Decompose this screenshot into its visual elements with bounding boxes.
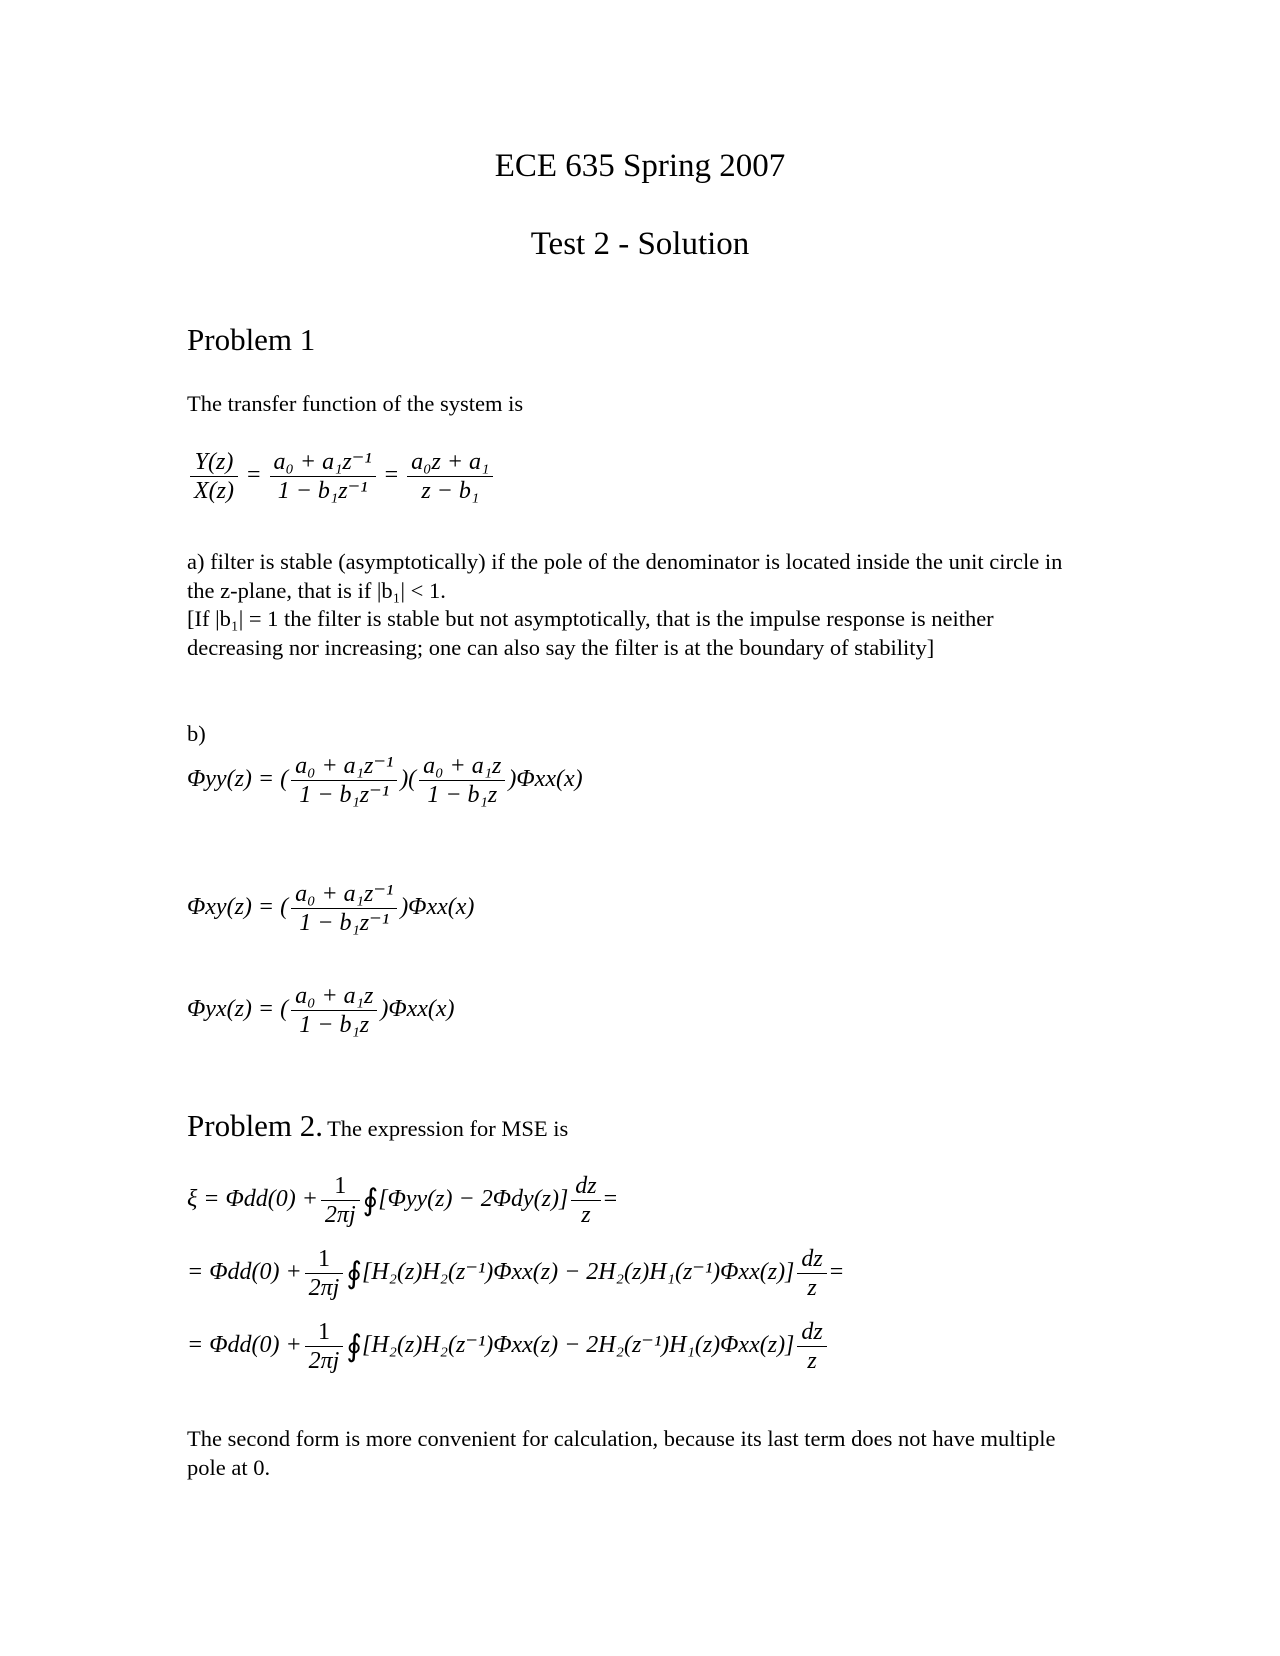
mse2-end: =	[829, 1259, 844, 1286]
mse3-coef	[305, 1318, 344, 1375]
mse3-body: [H₂(z)H₂(z⁻¹)Φxx(z) − 2H₂(z⁻¹)H₁(z)Φxx(z)]	[362, 1332, 795, 1359]
mse2-dz-den: z	[807, 1275, 817, 1301]
mse2-body: [H₂(z)H₂(z⁻¹)Φxx(z) − 2H₂(z)H₁(z⁻¹)Φxx(z)]	[362, 1259, 795, 1286]
tf-lhs-fraction	[190, 448, 238, 505]
phi-xy-tail: )Φxx(x)	[400, 894, 475, 921]
phi-xy-den: 1 − b₁z⁻¹	[299, 910, 390, 936]
mse1-coef	[321, 1172, 360, 1229]
phi-yy-tail: )Φxx(x)	[508, 766, 583, 793]
phi-yx-tail: )Φxx(x)	[380, 996, 455, 1023]
mse1-dz	[571, 1172, 600, 1229]
transfer-function-equation: $\frac{Y(z)}{X(z)}$ = $\frac{\text{a₀ + a₁z⁻¹}}{\text{1 − b₁z⁻¹}}$ = $\frac{\text{a₀z + a₁}}{\text{z − b₁}}$	[187, 448, 496, 505]
problem2-intro: The expression for MSE is	[327, 1116, 569, 1141]
contour-integral-icon: ∮	[362, 1184, 379, 1217]
mse3-dz-den: z	[807, 1348, 817, 1374]
phi-yy-join: )(	[400, 766, 417, 793]
part-a-text: a) filter is stable (asymptotically) if the pole of the denominator is located inside the unit circle in the z-plane, that is if |b₁| < 1.	[187, 549, 1063, 603]
phi-yy-f1-num: a₀ + a₁z⁻¹	[291, 752, 397, 781]
tf-rhs-den: z − b₁	[421, 478, 480, 504]
contour-integral-icon: ∮	[346, 1330, 362, 1363]
mse2-coef	[305, 1245, 344, 1302]
phi-xy-fraction	[291, 880, 397, 937]
test-title: Test 2 - Solution	[530, 226, 750, 262]
mse3-dz	[797, 1318, 826, 1375]
phi-yx-equation	[187, 982, 455, 1039]
mse3-coef-den: 2πj	[308, 1348, 340, 1374]
tf-mid-fraction	[270, 448, 376, 505]
problem2-conclusion: The second form is more convenient for calculation, because its last term does not have multiple pole at 0.	[187, 1426, 1056, 1480]
phi-xy-num: a₀ + a₁z⁻¹	[291, 880, 397, 909]
problem2-heading-line	[187, 1108, 568, 1144]
mse2-coef-den: 2πj	[308, 1275, 340, 1301]
tf-lhs-num: Y(z)	[190, 448, 238, 477]
phi-yy-lhs: Φyy(z) = (	[187, 766, 289, 793]
phi-yy-fraction-2	[419, 752, 505, 809]
mse3-lhs: = Φdd(0) +	[187, 1332, 302, 1359]
phi-yy-fraction-1	[291, 752, 397, 809]
tf-lhs-den: X(z)	[194, 478, 234, 504]
part-a-note: [If |b₁| = 1 the filter is stable but not asymptotically, that is the impulse response is neither decreasing nor increasing; one can also say the filter is at the boundary of stability]	[187, 606, 994, 660]
phi-yx-lhs: Φyx(z) = (	[187, 996, 289, 1023]
course-title: ECE 635 Spring 2007	[494, 148, 786, 184]
part-b-label: b)	[187, 721, 206, 746]
mse2-coef-num: 1	[305, 1245, 344, 1274]
phi-yx-num: a₀ + a₁z	[291, 982, 377, 1011]
problem1-heading: Problem 1	[187, 322, 316, 357]
mse1-coef-num: 1	[321, 1172, 360, 1201]
problem1-intro: The transfer function of the system is	[187, 391, 524, 416]
mse1-body: [Φyy(z) − 2Φdy(z)]	[378, 1186, 569, 1213]
mse1-dz-den: z	[581, 1202, 591, 1228]
mse2-dz	[797, 1245, 826, 1302]
mse1-coef-den: 2πj	[324, 1202, 356, 1228]
tf-rhs-num: a₀z + a₁	[407, 448, 493, 477]
phi-xy-equation	[187, 880, 474, 937]
mse3-coef-num: 1	[305, 1318, 344, 1347]
tf-mid-num: a₀ + a₁z⁻¹	[270, 448, 376, 477]
mse-line-2	[187, 1245, 843, 1302]
mse3-dz-num: dz	[797, 1318, 826, 1347]
mse2-dz-num: dz	[797, 1245, 826, 1274]
mse1-dz-num: dz	[571, 1172, 600, 1201]
contour-integral-icon: ∮	[346, 1257, 362, 1290]
tf-mid-den: 1 − b₁z⁻¹	[277, 478, 368, 504]
phi-yx-den: 1 − b₁z	[299, 1012, 370, 1038]
phi-yy-f2-den: 1 − b₁z	[427, 782, 498, 808]
mse-line-3	[187, 1318, 830, 1375]
phi-yy-equation	[187, 752, 583, 809]
phi-yy-f1-den: 1 − b₁z⁻¹	[299, 782, 390, 808]
mse1-end: =	[603, 1186, 618, 1213]
mse-line-1	[187, 1172, 617, 1229]
tf-rhs-fraction	[407, 448, 493, 505]
mse2-lhs: = Φdd(0) +	[187, 1259, 302, 1286]
phi-yy-f2-num: a₀ + a₁z	[419, 752, 505, 781]
phi-xy-lhs: Φxy(z) = (	[187, 894, 289, 921]
phi-yx-fraction	[291, 982, 377, 1039]
problem2-heading: Problem 2.	[187, 1108, 324, 1143]
mse1-lhs: ξ = Φdd(0) +	[187, 1186, 318, 1213]
